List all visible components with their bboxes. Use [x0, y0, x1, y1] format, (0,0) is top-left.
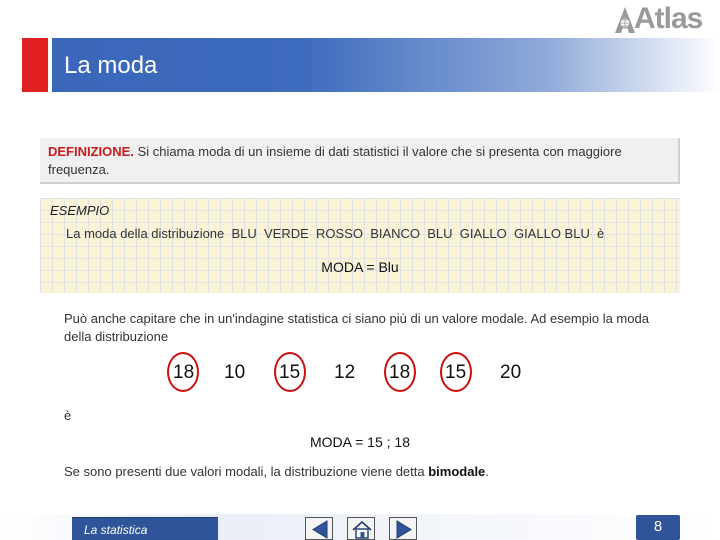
section-label: La statistica: [84, 523, 148, 537]
example-title: ESEMPIO: [50, 203, 110, 218]
triangle-right-icon: [390, 518, 418, 540]
distribution-value: 15: [445, 362, 467, 383]
bimodal-result: MODA = 15 ; 18: [310, 434, 410, 450]
distribution-value: 18: [389, 362, 411, 383]
definition-text-before: Si chiama: [133, 144, 199, 159]
distribution-value: 10: [224, 362, 246, 383]
definition-term: moda: [198, 144, 231, 159]
definition-label: DEFINIZIONE.: [48, 144, 134, 159]
page-number: 8: [653, 518, 663, 535]
distribution-value: 18: [173, 362, 195, 383]
distribution-value: 20: [500, 362, 522, 383]
example-result: MODA = Blu: [321, 259, 399, 275]
example-box: [40, 198, 680, 293]
bimodal-note: [64, 464, 489, 479]
logo-text: Atlas: [634, 2, 703, 35]
example-distribution: La moda della distribuzione BLU VERDE ROSSO BIANCO BLU GIALLO GIALLO BLU è: [66, 226, 605, 241]
triangle-left-icon: [306, 518, 334, 540]
note-term: bimodale: [428, 464, 486, 479]
title-accent: [22, 38, 48, 92]
home-button[interactable]: [347, 517, 375, 540]
paragraph: Può anche capitare che in un'indagine statistica ci siano più di un valore modale. Ad esempio la moda della distribuzione: [64, 311, 649, 344]
title-accent-divider: [48, 38, 52, 92]
conclusion-word: è: [64, 408, 72, 423]
distribution-value: 15: [279, 362, 301, 383]
page-title: La moda: [64, 52, 158, 79]
definition-text: [48, 143, 676, 179]
next-button[interactable]: [389, 517, 417, 540]
distribution-value: 12: [334, 362, 356, 383]
note-after: .: [485, 464, 489, 479]
definition-text-after: di un insieme di dati statistici il valore che si presenta con maggiore frequenza.: [48, 144, 622, 177]
prev-button[interactable]: [305, 517, 333, 540]
note-before: Se sono presenti due valori modali, la distribuzione viene detta: [64, 464, 429, 479]
home-icon: [348, 518, 376, 540]
